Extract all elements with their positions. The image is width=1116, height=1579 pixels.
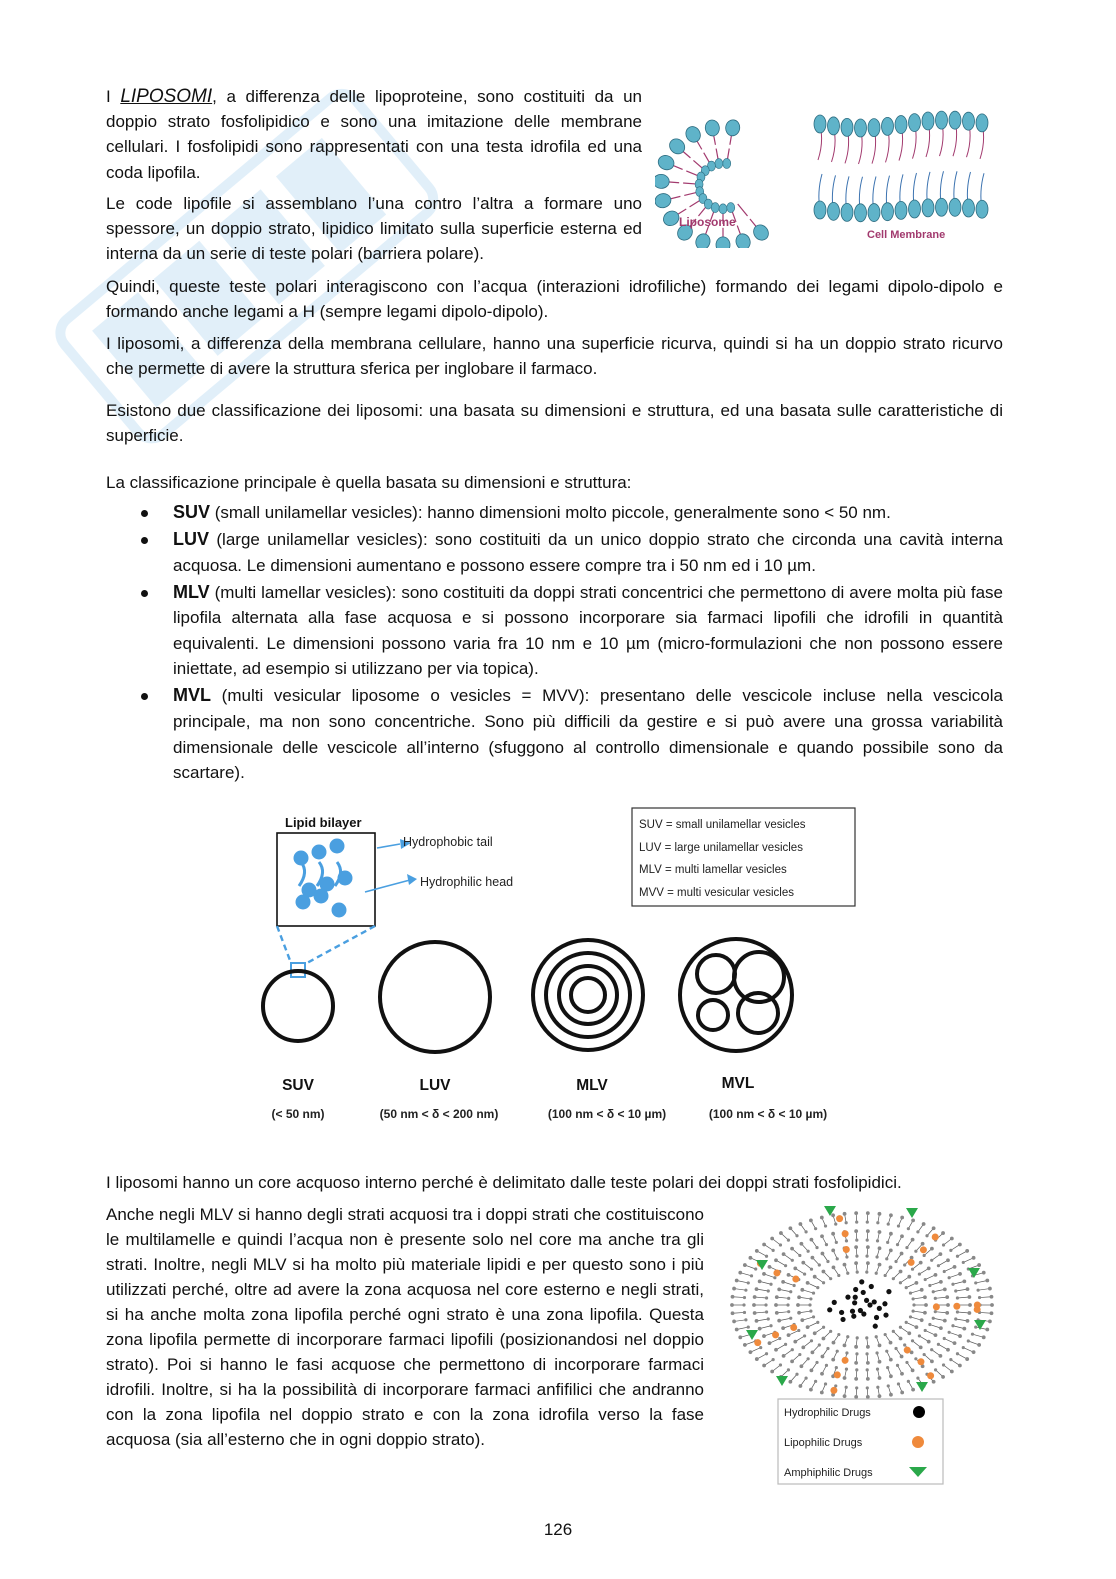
hydrophobic-tail-label: Hydrophobic tail: [403, 835, 493, 849]
paragraph-mlv-details: Anche negli MLV si hanno degli strati acquosi tra i doppi strati che costituiscono le multilamelle e quindi l’acqua non è presente solo nel core ma anche tra gli strati. Inoltre, negli MLV si ha molto più materiale lipidi e per questo sono i più utilizzati perché, oltre ad avere la zona acquosa nel core esterno e negli strati, si ha anche molta zona lipofila perché ogni strato è una zona lipofila. Questa zona lipofila permette di incorporare farmaci lipofili (posizionandosi nel doppio strato). Poi si hanno le fasi acquose che permettono di incorporare farmaci idrofili. Inoltre, si ha la possibilità di incorporare farmaci anfifilici che andranno con la zona lipofila nel doppio strato e con la zona idrofila verso la fase acquosa (sia all’esterno che in ogni doppio strato).: [106, 1205, 704, 1449]
legend-entry: MLV = multi lamellar vesicles: [639, 864, 787, 876]
suv-range: (< 50 nm): [271, 1107, 325, 1121]
amphiphilic-drugs-label: Amphiphilic Drugs: [784, 1467, 873, 1479]
suv-vesicle: [263, 971, 333, 1041]
hydrophilic-drug-marker: [913, 1406, 925, 1418]
hydrophilic-head-label: Hydrophilic head: [420, 875, 514, 889]
mlv-label: MLV: [576, 1077, 608, 1094]
legend-entry: MVV = multi vesicular vesicles: [639, 887, 794, 899]
mvl-range: (100 nm < δ < 10 µm): [708, 1107, 828, 1121]
list-item: MLV (multi lamellar vesicles): sono costituiti da doppi strati concentrici che permettono di avere molta più fase lipofila alternata alla fase acquosa e si possono incorporare sia farmaci lipofili che idrofili in quantità equivalenti. Le dimensioni possono varia fra 10 nm e 10 µm (micro-formulazioni che non possono essere iniettate, ad esempio si utilizzano per via topica).: [106, 580, 1003, 682]
list-item: LUV (large unilamellar vesicles): sono costituiti da un unico doppio strato che circonda una cavità interna acquosa. Le dimensioni aumentano e possono essere compre tra i 50 nm ed i 10 µm.: [106, 527, 1003, 578]
paragraph-aqueous-core: I liposomi hanno un core acquoso interno perché è delimitato dalle teste polari dei doppi strati fosfolipidici.: [106, 1173, 902, 1192]
mvl-label: MVL: [721, 1075, 755, 1092]
list-item: SUV (small unilamellar vesicles): hanno dimensioni molto piccole, generalmente sono < 50 nm.: [106, 500, 1003, 526]
luv-range: (50 nm < δ < 200 nm): [379, 1107, 499, 1121]
liposome-membrane-figure: [655, 98, 1000, 248]
paragraph-curved-surface: I liposomi, a differenza della membrana cellulare, hanno una superficie ricurva, quindi si ha un doppio strato ricurvo che permette di avere la struttura sferica per inglobare il farmaco.: [106, 334, 1003, 379]
mlv-drugs-figure: [722, 1205, 1006, 1490]
paragraph-main-classification: La classificazione principale è quella basata su dimensioni e struttura:: [106, 473, 632, 492]
luv-label: LUV: [419, 1077, 451, 1094]
lipophilic-drugs-label: Lipophilic Drugs: [784, 1437, 863, 1449]
classification-list: [106, 500, 1003, 787]
bilayer-molecules-icon: [294, 839, 353, 918]
suv-label: SUV: [282, 1077, 314, 1094]
mvl-vesicle: [680, 939, 792, 1051]
lipophilic-drug-marker: [912, 1436, 924, 1448]
paragraph-interactions: Quindi, queste teste polari interagiscono con l’acqua (interazioni idrofiliche) formando dei legami dipolo-dipolo e formando anche legami a H (sempre legami dipolo-dipolo).: [106, 277, 1003, 322]
vesicle-types-figure: [255, 800, 865, 1130]
cell-membrane-drawing: [814, 111, 988, 222]
legend-entry: LUV = large unilamellar vesicles: [639, 842, 803, 854]
intro-paragraph: I LIPOSOMI, a differenza delle lipoproteine, sono costituiti da un doppio strato fosfolipidico e sono una imitazione delle membrane cellulari. I fosfolipidi sono rappresentati con una testa idrofila ed una coda lipofila.: [106, 86, 642, 182]
luv-vesicle: [380, 942, 490, 1052]
lipid-bilayer-title: Lipid bilayer: [285, 815, 362, 830]
list-item: MVL (multi vesicular liposome o vesicles = MVV): presentano delle vescicole incluse nella vescicola principale, ma non sono concentriche. Sono più difficili da gestire e si può avere una grossa variabilità dimensionale delle vescicole all’interno (sfuggono al controllo dimensionale e quando possibile sono da scartare).: [106, 683, 1003, 785]
mlv-range: (100 nm < δ < 10 µm): [547, 1107, 667, 1121]
page-number: 126: [543, 1520, 573, 1539]
intro-paragraph-2: Le code lipofile si assemblano l’una contro l’altra a formare uno spessore, un doppio strato, lipidico limitato sulla superficie esterna ed interna da un serie di teste polari (barriera polare).: [106, 193, 642, 264]
hydrophilic-drugs-label: Hydrophilic Drugs: [784, 1407, 871, 1419]
liposomi-term: LIPOSOMI: [120, 86, 213, 107]
intro-block: [106, 84, 642, 266]
paragraph-classifications: Esistono due classificazione dei liposomi: una basata su dimensioni e struttura, ed una basata sulle caratteristiche di superficie.: [106, 401, 1003, 446]
cell-membrane-label: Cell Membrane: [867, 229, 946, 241]
multilamellar-liposome-drawing: [730, 1206, 994, 1399]
legend-entry: SUV = small unilamellar vesicles: [639, 819, 806, 831]
liposome-label: Liposome: [679, 215, 736, 229]
mlv-vesicle: [533, 940, 643, 1050]
